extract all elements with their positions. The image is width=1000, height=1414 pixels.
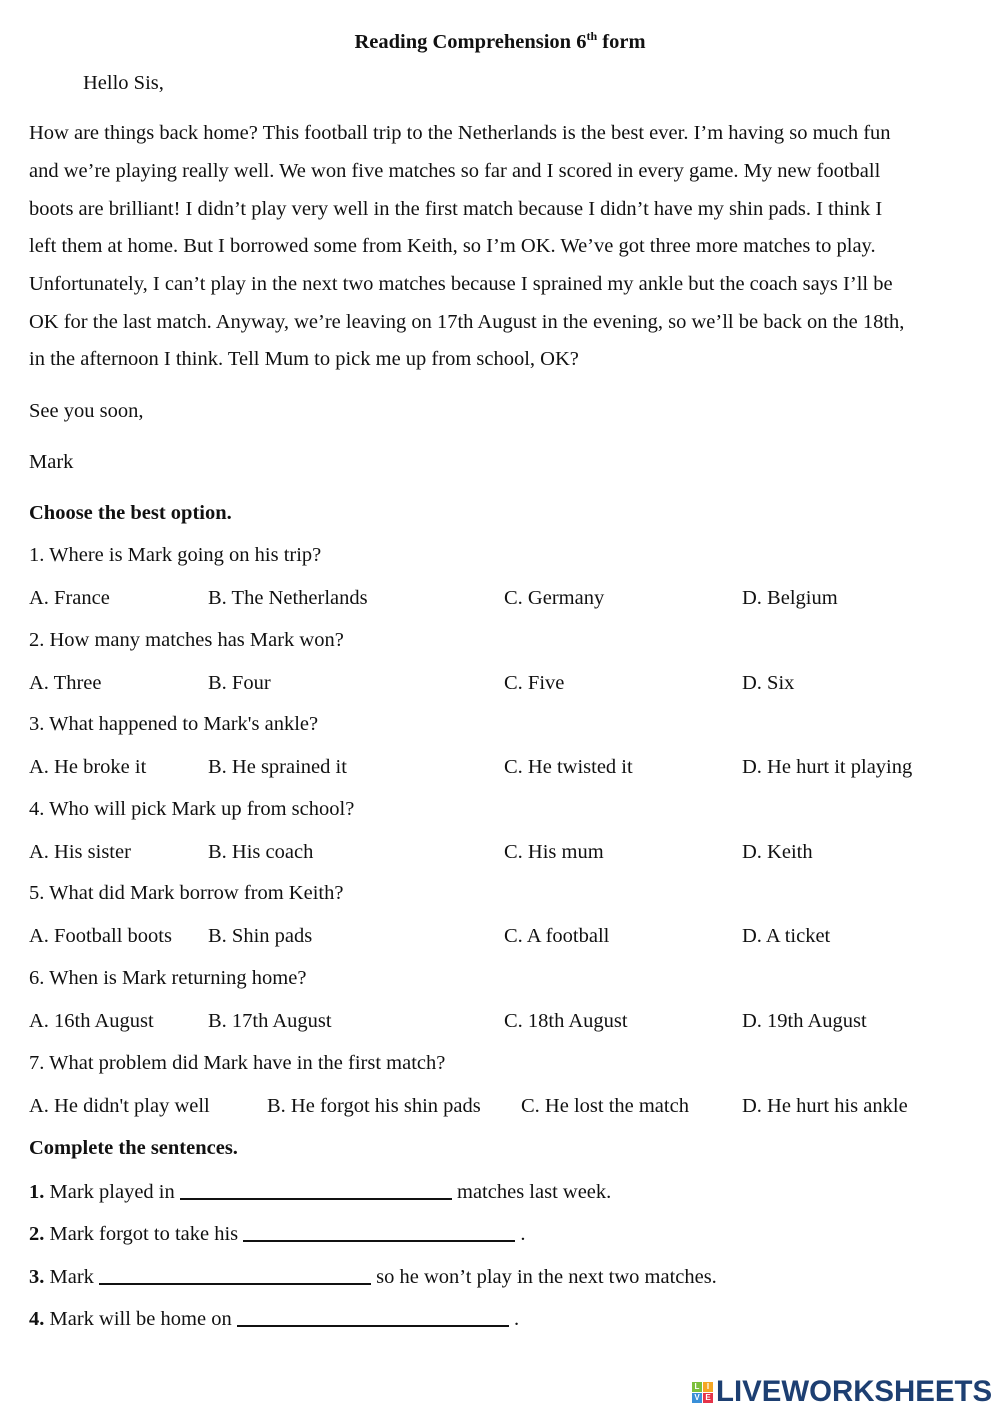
answer-blank-input[interactable] [99, 1263, 371, 1285]
answer-option[interactable]: B. He sprained it [208, 756, 347, 778]
answer-option[interactable]: A. 16th August [29, 1010, 154, 1032]
sentence-before: Mark will be home on [44, 1308, 237, 1330]
answer-blank-input[interactable] [180, 1178, 452, 1200]
answer-option[interactable]: D. He hurt it playing [742, 756, 913, 778]
sentence-after: . [515, 1223, 526, 1245]
question-text: 6. When is Mark returning home? [29, 967, 307, 989]
answer-option[interactable]: A. His sister [29, 841, 131, 863]
sentence-before: Mark [44, 1266, 100, 1288]
answer-option[interactable]: C. A football [504, 925, 610, 947]
answer-option[interactable]: A. Football boots [29, 925, 172, 947]
greeting: Hello Sis, [83, 72, 164, 94]
sentence-item [29, 1220, 526, 1246]
item-number: 2. [29, 1223, 45, 1245]
question-text: 3. What happened to Mark's ankle? [29, 713, 319, 735]
question-text: 2. How many matches has Mark won? [29, 629, 344, 651]
sentence-item [29, 1178, 611, 1204]
answer-option[interactable]: D. Keith [742, 841, 813, 863]
sentence-item [29, 1305, 519, 1331]
answer-option[interactable]: A. He broke it [29, 756, 147, 778]
logo-text: LIVEWORKSHEETS [716, 1375, 993, 1408]
answer-option[interactable]: B. 17th August [208, 1010, 332, 1032]
answer-option[interactable]: B. Four [208, 672, 271, 694]
answer-option[interactable]: C. He twisted it [504, 756, 633, 778]
item-number: 4. [29, 1308, 45, 1330]
letter-line: boots are brilliant! I didn’t play very well in the first match because I didn’t have my shin pads. I think I [29, 198, 883, 220]
logo-tile: V [692, 1393, 702, 1403]
letter-line: OK for the last match. Anyway, we’re leaving on 17th August in the evening, so we’ll be back on the 18th, [29, 311, 905, 333]
letter-line: Unfortunately, I can’t play in the next two matches because I sprained my ankle but the coach says I’ll be [29, 273, 893, 295]
logo-tiles-icon [692, 1382, 713, 1403]
section-heading-complete: Complete the sentences. [29, 1137, 238, 1159]
answer-option[interactable]: B. Shin pads [208, 925, 313, 947]
sentence-after: . [508, 1308, 520, 1330]
letter-line: and we’re playing really well. We won five matches so far and I scored in every game. My new football [29, 160, 881, 182]
letter-line: left them at home. But I borrowed some from Keith, so I’m OK. We’ve got three more matches to play. [29, 235, 876, 257]
question-text: 7. What problem did Mark have in the first match? [29, 1052, 446, 1074]
sentence-before: Mark played in [44, 1181, 180, 1203]
answer-option[interactable]: B. The Netherlands [208, 587, 368, 609]
item-number: 1. [29, 1181, 45, 1203]
logo-tile: L [692, 1382, 702, 1392]
section-heading-choose: Choose the best option. [29, 502, 232, 524]
answer-blank-input[interactable] [237, 1305, 509, 1327]
answer-option[interactable]: C. His mum [504, 841, 604, 863]
liveworksheets-logo [692, 1375, 998, 1409]
logo-tile: E [703, 1393, 713, 1403]
page-title: Reading Comprehension 6th form [354, 29, 646, 53]
answer-option[interactable]: D. He hurt his ankle [742, 1095, 908, 1117]
answer-option[interactable]: C. Germany [504, 587, 605, 609]
item-number: 3. [29, 1266, 45, 1288]
question-text: 5. What did Mark borrow from Keith? [29, 882, 344, 904]
answer-option[interactable]: D. Belgium [742, 587, 838, 609]
answer-option[interactable]: C. He lost the match [521, 1095, 689, 1117]
logo-tile: I [703, 1382, 713, 1392]
sentence-item [29, 1263, 717, 1289]
answer-option[interactable]: C. Five [504, 672, 565, 694]
closing: See you soon, [29, 400, 144, 422]
letter-line: in the afternoon I think. Tell Mum to pick me up from school, OK? [29, 348, 579, 370]
answer-option[interactable]: D. A ticket [742, 925, 831, 947]
answer-option[interactable]: A. Three [29, 672, 102, 694]
answer-option[interactable]: D. 19th August [742, 1010, 867, 1032]
signature: Mark [29, 451, 74, 473]
question-text: 4. Who will pick Mark up from school? [29, 798, 355, 820]
answer-option[interactable]: A. He didn't play well [29, 1095, 210, 1117]
sentence-after: matches last week. [451, 1181, 612, 1203]
letter-line: How are things back home? This football trip to the Netherlands is the best ever. I’m having so much fun [29, 122, 891, 144]
question-text: 1. Where is Mark going on his trip? [29, 544, 322, 566]
answer-option[interactable]: B. His coach [208, 841, 314, 863]
answer-option[interactable]: C. 18th August [504, 1010, 628, 1032]
answer-option[interactable]: B. He forgot his shin pads [267, 1095, 481, 1117]
sentence-after: so he won’t play in the next two matches. [371, 1266, 717, 1288]
answer-option[interactable]: A. France [29, 587, 110, 609]
answer-option[interactable]: D. Six [742, 672, 795, 694]
sentence-before: Mark forgot to take his [44, 1223, 244, 1245]
answer-blank-input[interactable] [243, 1220, 515, 1242]
